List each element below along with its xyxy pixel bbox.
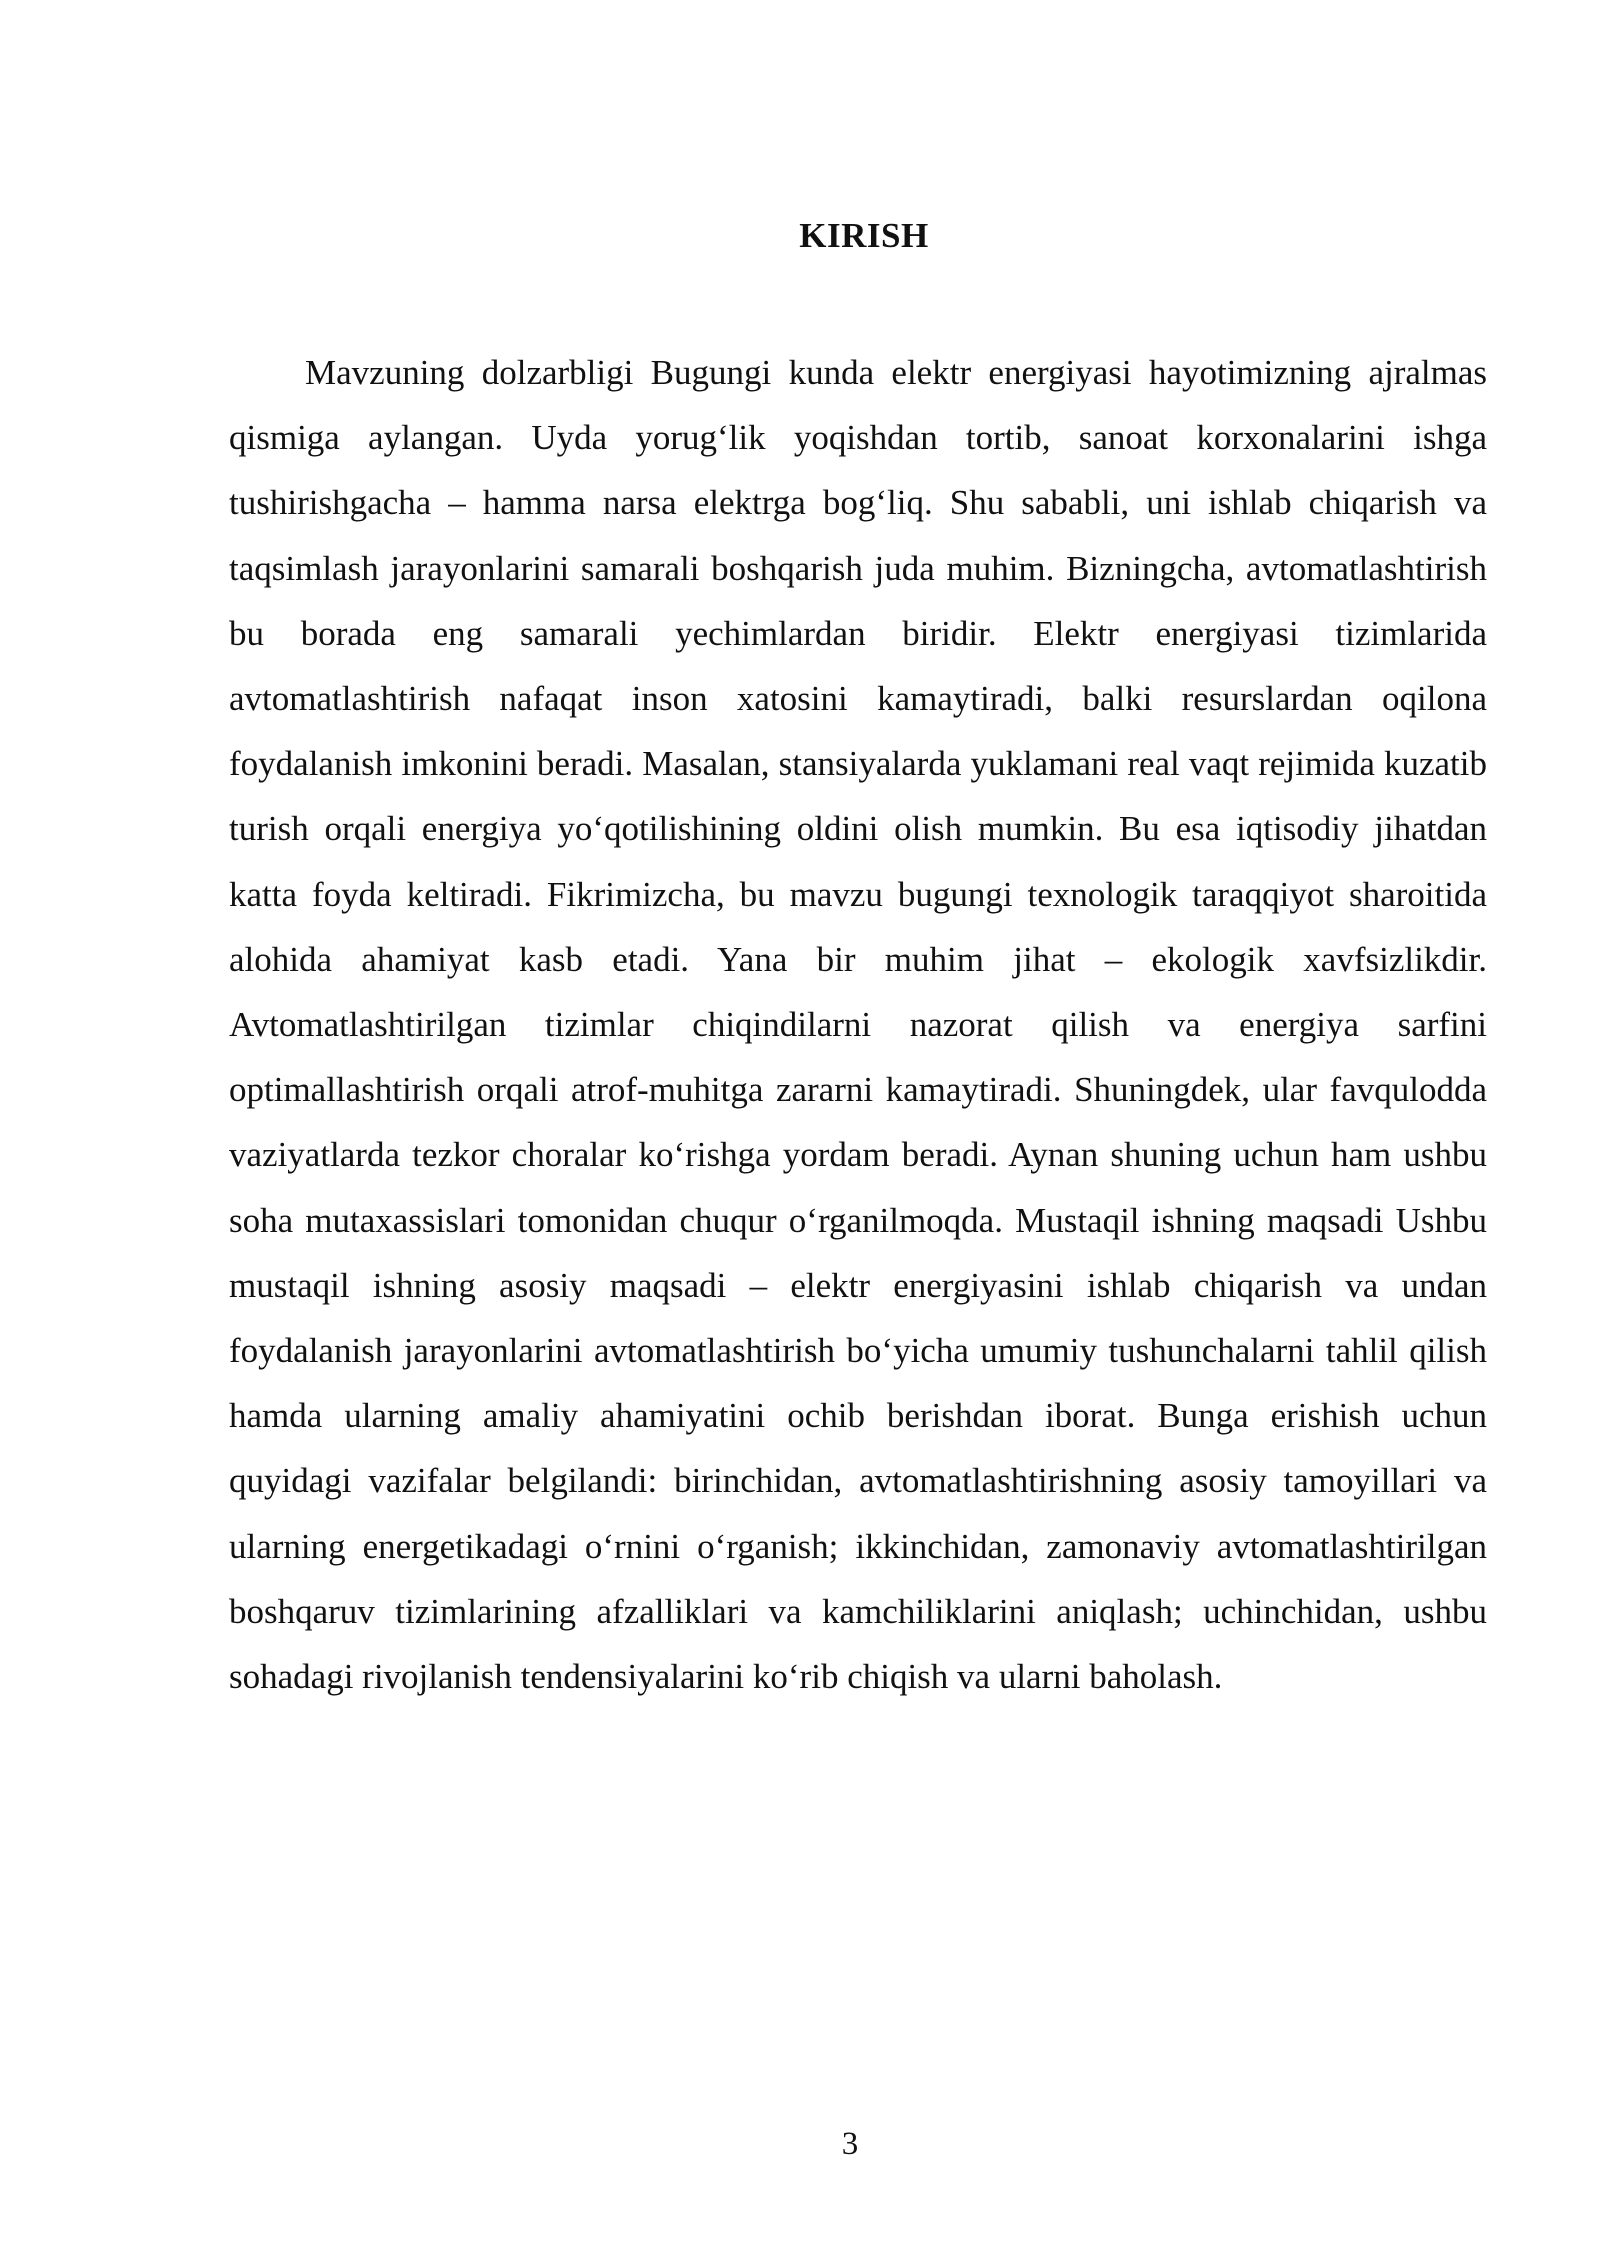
body-paragraph: Mavzuning dolzarbligi Bugungi kunda elektr energiyasi hayotimizning ajralmas qismiga aylangan. Uyda yorug‘lik yoqishdan tortib, sanoat korxonalarini ishga tushirishgacha – hamma narsa elektrga bog‘liq. Shu sababli, uni ishlab chiqarish va taqsimlash jarayonlarini samarali boshqarish juda muhim. Bizningcha, avtomatlashtirish bu borada eng samarali yechimlardan biridir. Elektr energiyasi tizimlarida avtomatlashtirish nafaqat inson xatosini kamaytiradi, balki resurslardan oqilona foydalanish imkonini beradi. Masalan, stansiyalarda yuklamani real vaqt rejimida kuzatib turish orqali energiya yo‘qotilishining oldini olish mumkin. Bu esa iqtisodiy jihatdan katta foyda keltiradi. Fikrimizcha, bu mavzu bugungi texnologik taraqqiyot sharoitida alohida ahamiyat kasb etadi. Yana bir muhim jihat – ekologik xavfsizlikdir. Avtomatlashtirilgan tizimlar chiqindilarni nazorat qilish va energiya sarfini optimallashtirish orqali atrof-muhitga zararni kamaytiradi. Shuningdek, ular favqulodda vaziyatlarda tezkor choralar ko‘rishga yordam beradi. Aynan shuning uchun ham ushbu soha mutaxassislari tomonidan chuqur o‘rganilmoqda. Mustaqil ishning maqsadi Ushbu mustaqil ishning asosiy maqsadi – elektr energiyasini ishlab chiqarish va undan foydalanish jarayonlarini avtomatlashtirish bo‘yicha umumiy tushunchalarni tahlil qilish hamda ularning amaliy ahamiyatini ochib berishdan iborat. Bunga erishish uchun quyidagi vazifalar belgilandi: birinchidan, avtomatlashtirishning asosiy tamoyillari va ularning energetikadagi o‘rnini o‘rganish; ikkinchidan, zamonaviy avtomatlashtirilgan boshqaruv tizimlarining afzalliklari va kamchiliklarini aniqlash; uchinchidan, ushbu sohadagi rivojlanish tendensiyalarini ko‘rib chiqish va ularni baholash. — [229, 353, 1487, 1697]
page-title: KIRISH — [799, 216, 929, 255]
page-number: 3 — [841, 2126, 859, 2162]
